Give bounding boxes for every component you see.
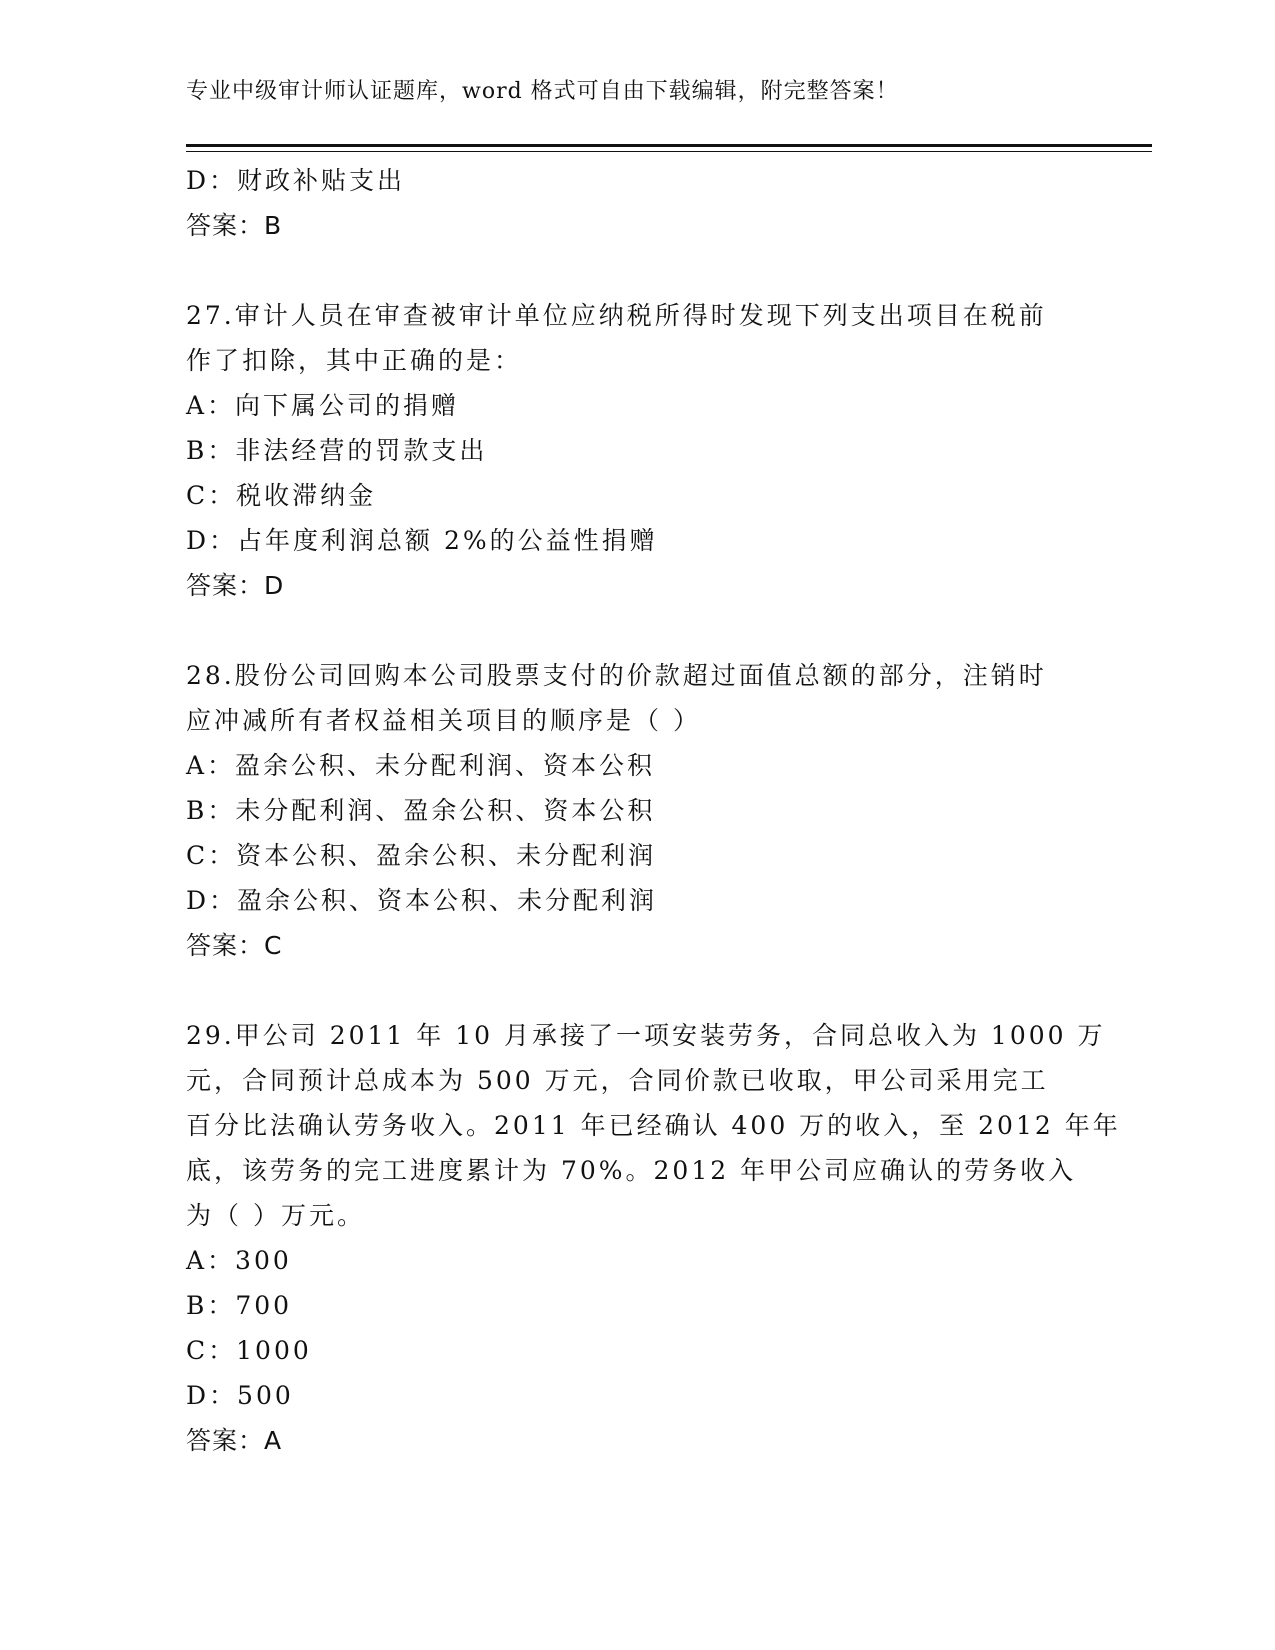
option-c: C：资本公积、盈余公积、未分配利润 [186,841,657,870]
option-c: C：1000 [186,1336,312,1365]
question-stem-line: 为（ ）万元。 [186,1201,365,1230]
question-28 [186,653,1086,968]
question-29 [186,1013,1121,1463]
answer: 答案：C [186,931,283,960]
option-d: D：500 [186,1381,294,1410]
document-body [186,158,1121,1463]
option-d: D：占年度利润总额 2%的公益性捐赠 [186,526,658,555]
answer: 答案：D [186,571,285,600]
question-stem-line: 27.审计人员在审查被审计单位应纳税所得时发现下列支出项目在税前 [186,301,1047,330]
question-stem-line: 28.股份公司回购本公司股票支付的价款超过面值总额的部分，注销时 [186,661,1047,690]
question-stem-line: 作了扣除，其中正确的是： [186,346,523,375]
prev-option-d: D：财政补贴支出 [186,166,406,195]
option-a: A：盈余公积、未分配利润、资本公积 [186,751,656,780]
option-c: C：税收滞纳金 [186,481,377,510]
option-b: B：非法经营的罚款支出 [186,436,488,465]
prev-answer: 答案：B [186,211,283,240]
answer: 答案：A [186,1426,283,1455]
question-stem-line: 底，该劳务的完工进度累计为 70%。2012 年甲公司应确认的劳务收入 [186,1156,1077,1185]
question-stem-line: 百分比法确认劳务收入。2011 年已经确认 400 万的收入，至 2012 年年 [186,1111,1121,1140]
question-27 [186,293,1086,608]
header-rule-thick [186,144,1152,147]
option-a: A：300 [186,1246,292,1275]
page-header: 专业中级审计师认证题库，word 格式可自由下载编辑，附完整答案！ [186,79,899,104]
option-b: B：未分配利润、盈余公积、资本公积 [186,796,656,825]
option-a: A：向下属公司的捐赠 [186,391,460,420]
header-rule-thin [186,151,1152,152]
option-b: B：700 [186,1291,293,1320]
option-d: D：盈余公积、资本公积、未分配利润 [186,886,658,915]
question-stem-line: 应冲减所有者权益相关项目的顺序是（ ） [186,706,701,735]
question-stem-line: 元，合同预计总成本为 500 万元，合同价款已收取，甲公司采用完工 [186,1066,1049,1095]
question-stem-line: 29.甲公司 2011 年 10 月承接了一项安装劳务，合同总收入为 1000 万 [186,1021,1106,1050]
